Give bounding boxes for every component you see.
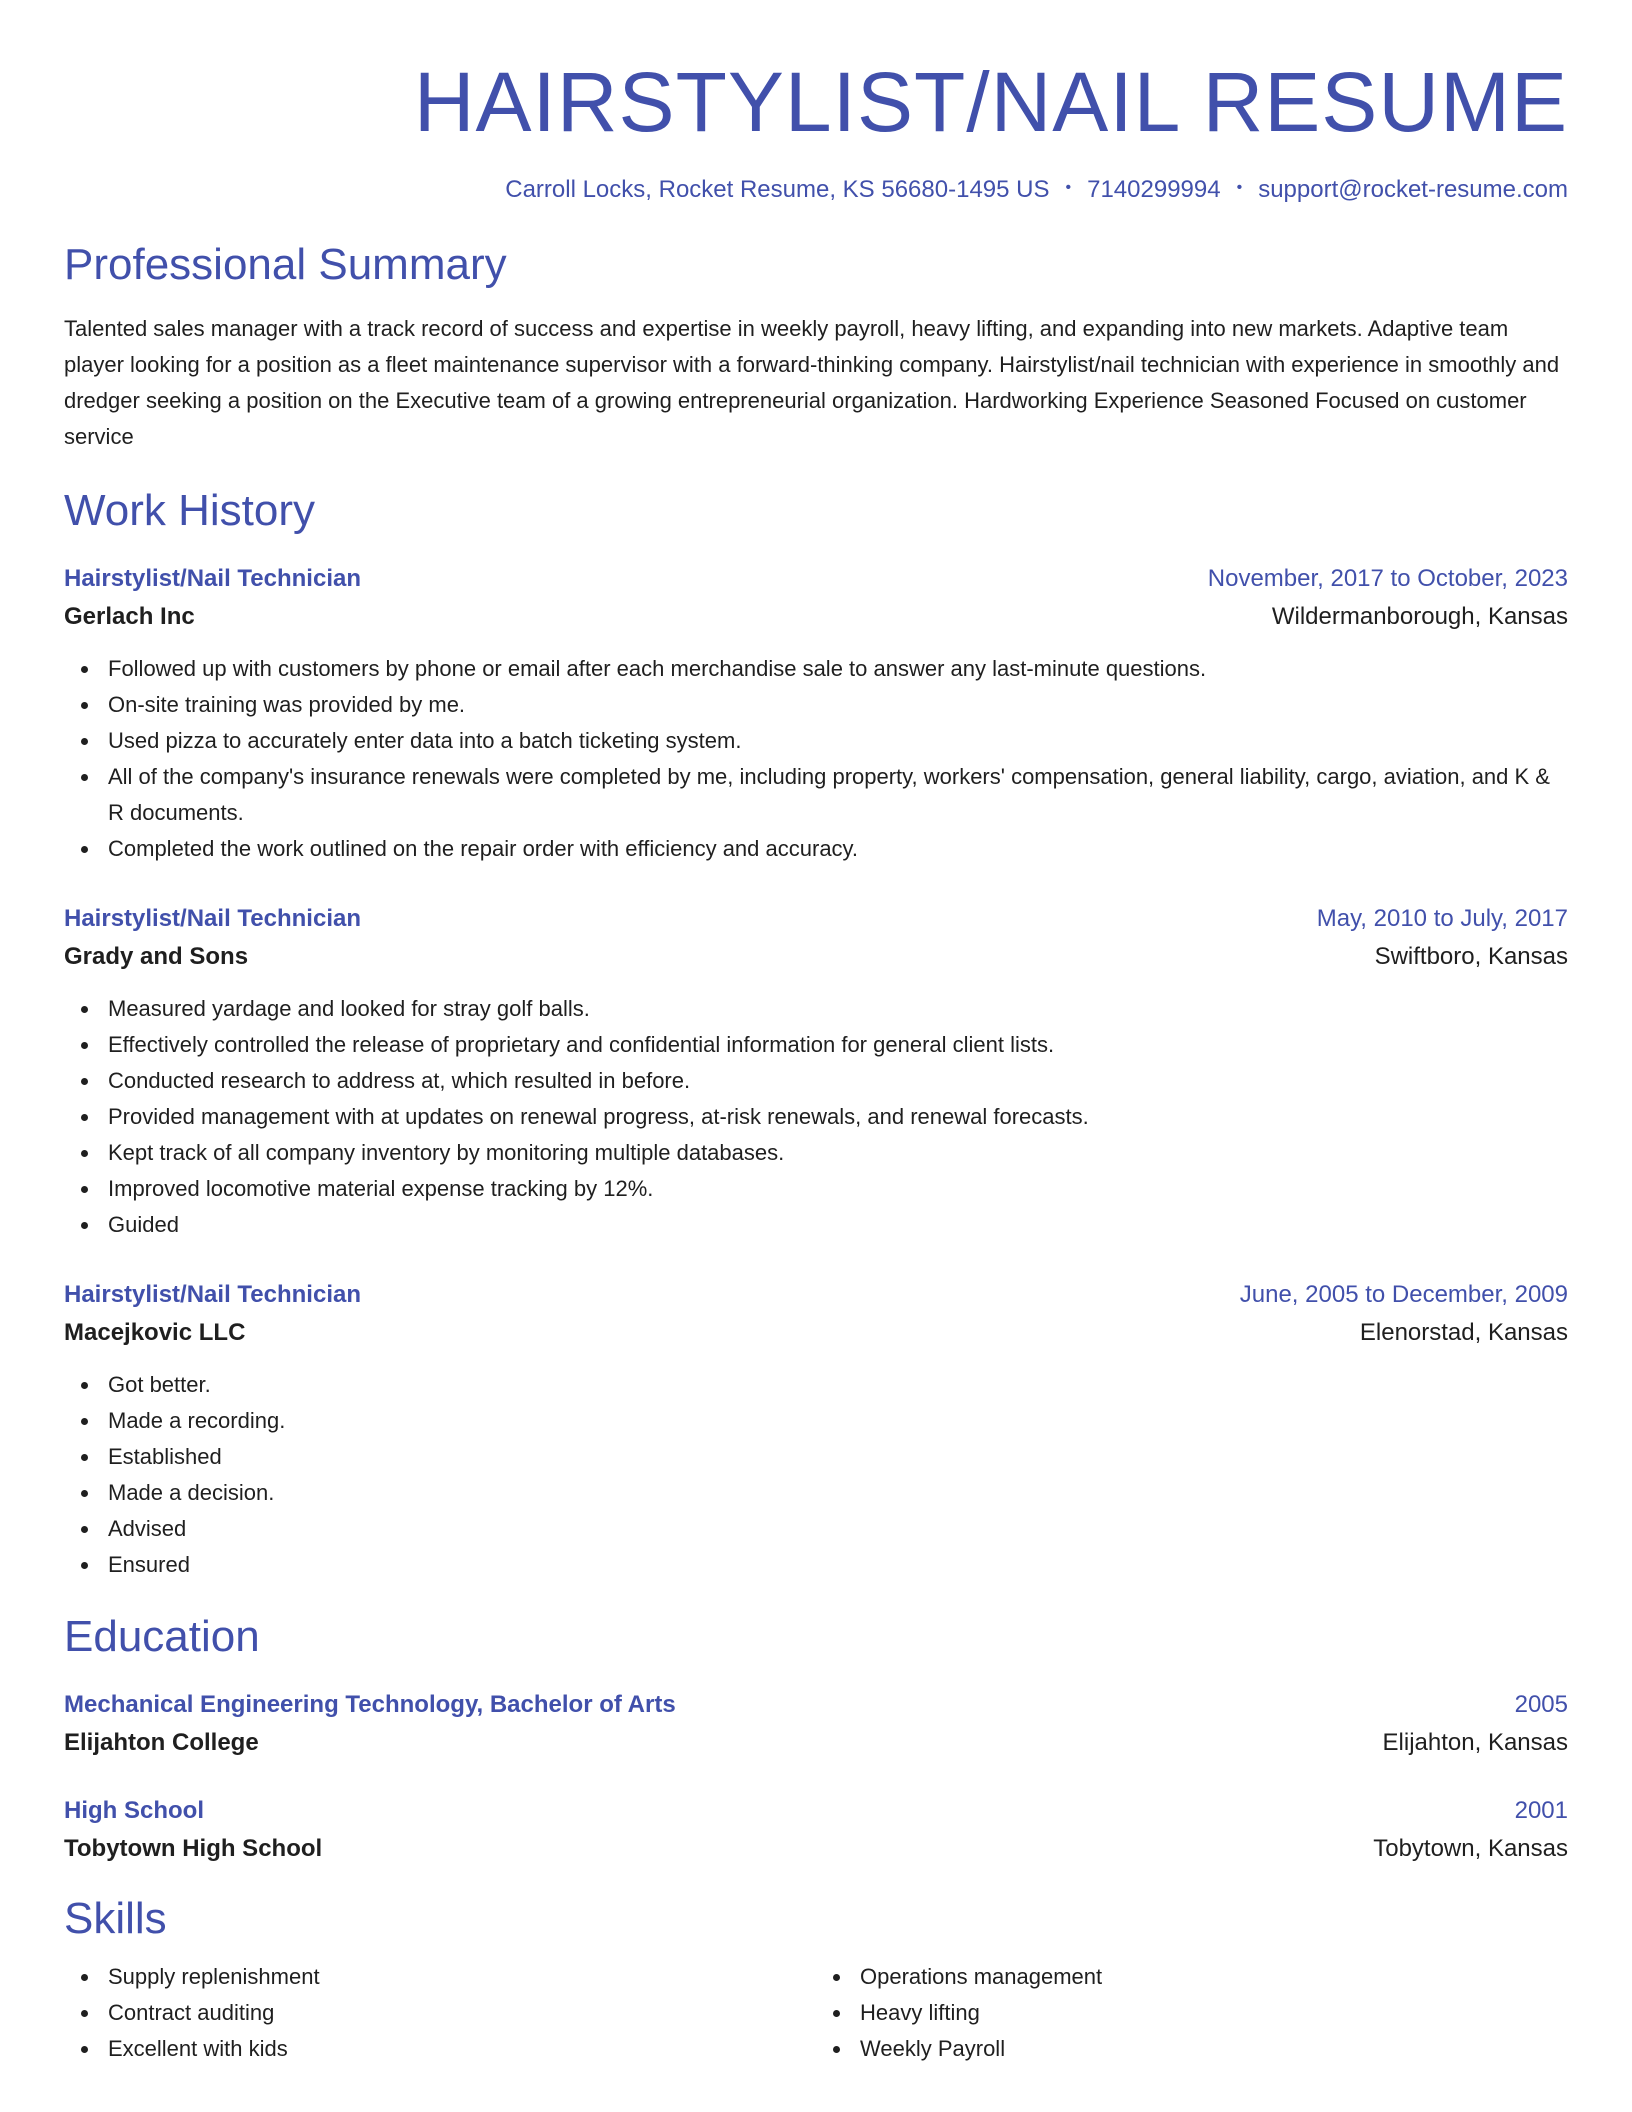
skill-item: Supply replenishment xyxy=(108,1959,816,1995)
education-school: Elijahton College xyxy=(64,1728,259,1756)
job-bullet: Made a decision. xyxy=(108,1475,1568,1511)
job-bullets xyxy=(64,1367,1568,1583)
job-bullets xyxy=(64,651,1568,867)
education-entry xyxy=(64,1687,1568,1763)
job-bullet: All of the company's insurance renewals were completed by me, including property, workers' compensation, general liability, cargo, aviation, and K & R documents. xyxy=(108,759,1568,831)
skill-item: Operations management xyxy=(860,1959,1568,1995)
education-location: Elijahton, Kansas xyxy=(1382,1728,1568,1756)
job-bullet: Conducted research to address at, which resulted in before. xyxy=(108,1063,1568,1099)
contact-phone: 7140299994 xyxy=(1087,176,1221,203)
job-entry xyxy=(64,561,1568,867)
work-history-heading: Work History xyxy=(64,485,315,535)
job-bullet: Ensured xyxy=(108,1547,1568,1583)
job-bullet: Improved locomotive material expense tracking by 12%. xyxy=(108,1171,1568,1207)
job-dates: May, 2010 to July, 2017 xyxy=(1316,904,1568,932)
skills-columns xyxy=(64,1959,1568,2067)
contact-separator: • xyxy=(1065,178,1072,196)
job-bullet: On-site training was provided by me. xyxy=(108,687,1568,723)
education-degree: Mechanical Engineering Technology, Bachelor of Arts xyxy=(64,1690,676,1718)
job-bullet: Made a recording. xyxy=(108,1403,1568,1439)
resume-name: HAIRSTYLIST/NAIL RESUME xyxy=(413,55,1568,149)
contact-email: support@rocket-resume.com xyxy=(1258,176,1568,203)
education-location: Tobytown, Kansas xyxy=(1373,1834,1568,1862)
job-bullet: Completed the work outlined on the repair order with efficiency and accuracy. xyxy=(108,831,1568,867)
job-location: Elenorstad, Kansas xyxy=(1359,1318,1568,1346)
job-bullet: Guided xyxy=(108,1207,1568,1243)
job-title: Hairstylist/Nail Technician xyxy=(64,1280,361,1308)
contact-separator: • xyxy=(1236,178,1243,196)
skill-item: Contract auditing xyxy=(108,1995,816,2031)
job-bullet: Established xyxy=(108,1439,1568,1475)
summary-heading: Professional Summary xyxy=(64,239,507,289)
contact-address: Carroll Locks, Rocket Resume, KS 56680-1495 US xyxy=(505,176,1050,203)
education-year: 2001 xyxy=(1514,1796,1568,1824)
job-location: Swiftboro, Kansas xyxy=(1374,942,1568,970)
job-employer: Gerlach Inc xyxy=(64,602,195,630)
skill-item: Excellent with kids xyxy=(108,2031,816,2067)
job-title: Hairstylist/Nail Technician xyxy=(64,564,361,592)
education-heading: Education xyxy=(64,1611,260,1661)
job-bullet: Followed up with customers by phone or email after each merchandise sale to answer any last-minute questions. xyxy=(108,651,1568,687)
job-bullet: Provided management with at updates on renewal progress, at-risk renewals, and renewal forecasts. xyxy=(108,1099,1568,1135)
job-bullet: Measured yardage and looked for stray golf balls. xyxy=(108,991,1568,1027)
job-entry xyxy=(64,1277,1568,1583)
job-employer: Macejkovic LLC xyxy=(64,1318,246,1346)
education-entry xyxy=(64,1793,1568,1869)
skill-item: Heavy lifting xyxy=(860,1995,1568,2031)
job-dates: June, 2005 to December, 2009 xyxy=(1239,1280,1568,1308)
job-title: Hairstylist/Nail Technician xyxy=(64,904,361,932)
job-employer: Grady and Sons xyxy=(64,942,249,970)
job-bullet: Effectively controlled the release of proprietary and confidential information for general client lists. xyxy=(108,1027,1568,1063)
job-bullet: Used pizza to accurately enter data into a batch ticketing system. xyxy=(108,723,1568,759)
contact-line xyxy=(64,174,1568,207)
job-bullet: Kept track of all company inventory by monitoring multiple databases. xyxy=(108,1135,1568,1171)
skill-item: Weekly Payroll xyxy=(860,2031,1568,2067)
summary-text: Talented sales manager with a track record of success and expertise in weekly payroll, heavy lifting, and expanding into new markets. Adaptive team player looking for a position as a fleet maintenance supervisor with a forward-thinking company. Hairstylist/nail technician with experience in smoothly and dredger seeking a position on the Executive team of a growing entrepreneurial organization. Hardworking Experience Seasoned Focused on customer service xyxy=(64,315,1560,449)
job-entry xyxy=(64,901,1568,1243)
job-location: Wildermanborough, Kansas xyxy=(1271,602,1568,630)
job-bullet: Got better. xyxy=(108,1367,1568,1403)
skills-heading: Skills xyxy=(64,1893,167,1943)
job-bullet: Advised xyxy=(108,1511,1568,1547)
job-dates: November, 2017 to October, 2023 xyxy=(1207,564,1568,592)
skills-list-left xyxy=(64,1959,816,2067)
job-bullets xyxy=(64,991,1568,1243)
skills-list-right xyxy=(816,1959,1568,2067)
education-year: 2005 xyxy=(1514,1690,1568,1718)
education-degree: High School xyxy=(64,1796,204,1824)
education-school: Tobytown High School xyxy=(64,1834,323,1862)
